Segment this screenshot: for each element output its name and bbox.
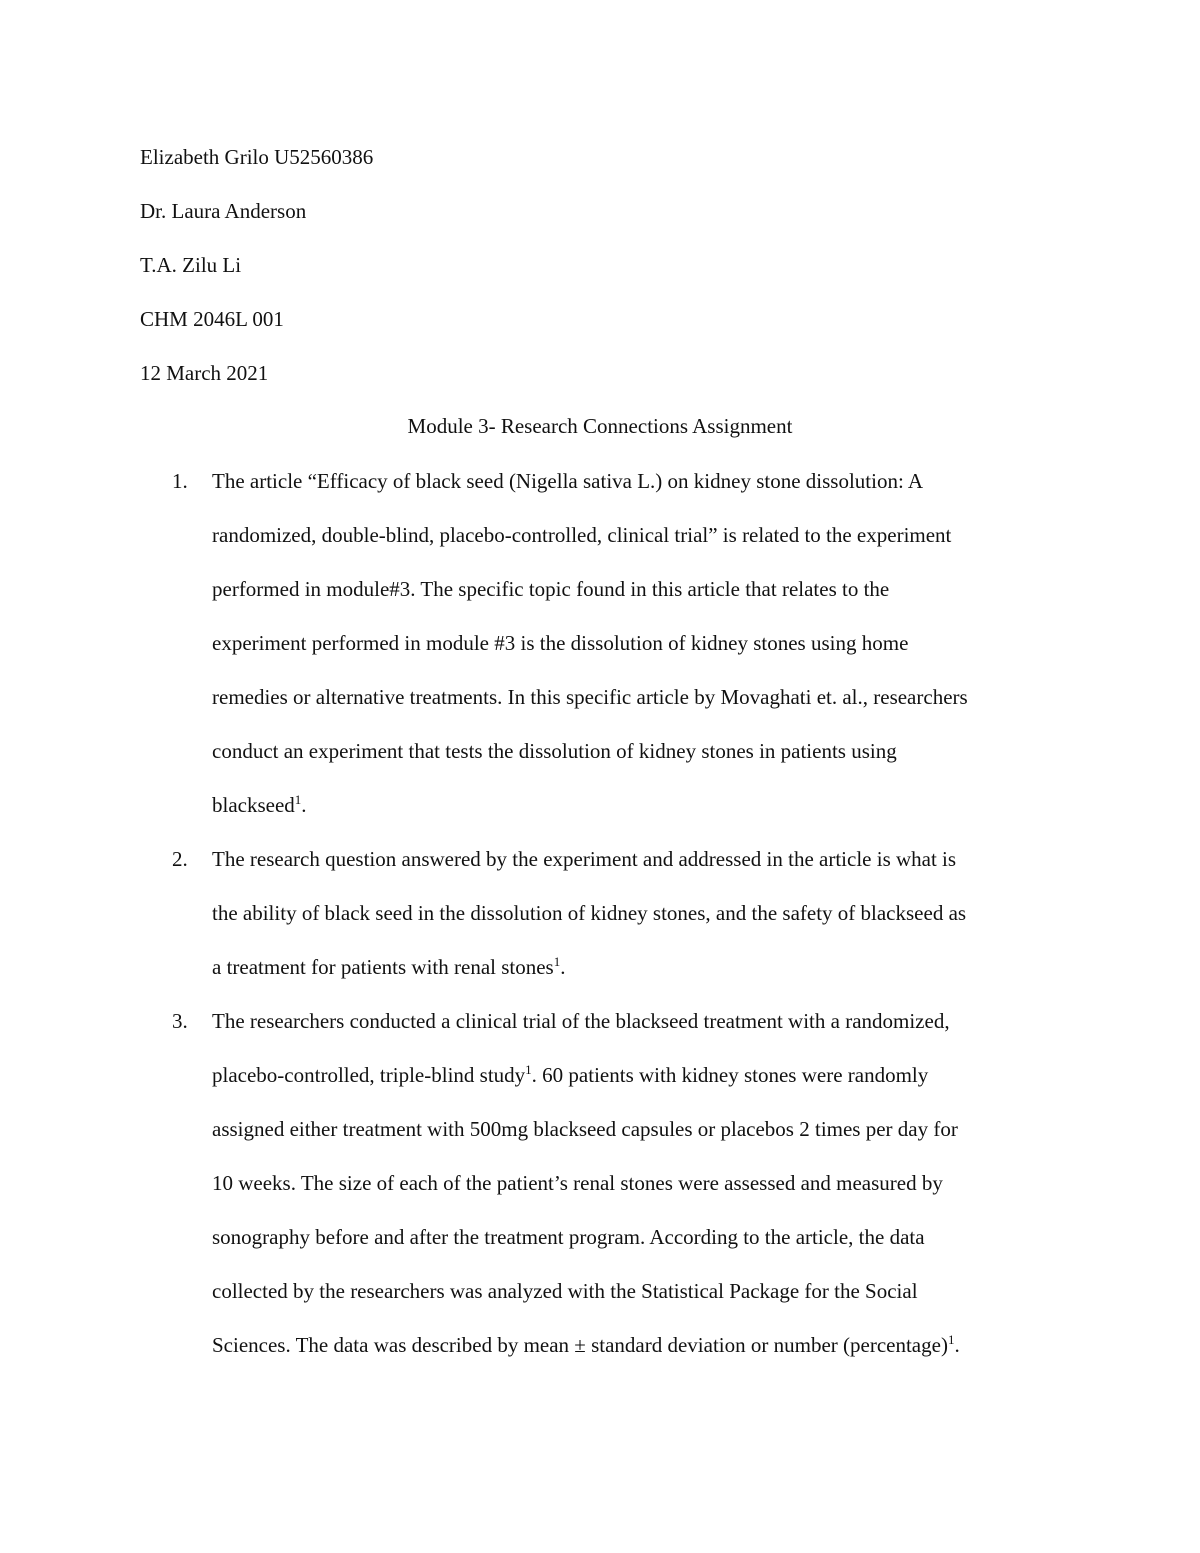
list-item-number: 1.: [172, 469, 188, 493]
line-text: blackseed: [212, 793, 295, 817]
citation-superscript: 1: [294, 792, 302, 807]
paragraph-line: remedies or alternative treatments. In this specific article by Movaghati et. al., researchers: [212, 685, 968, 709]
paragraph-line: The researchers conducted a clinical trial of the blackseed treatment with a randomized,: [212, 1009, 950, 1033]
list-item: [140, 454, 1080, 832]
paragraph-line: conduct an experiment that tests the dissolution of kidney stones in patients using: [212, 739, 897, 763]
date-line: 12 March 2021: [140, 361, 269, 385]
list-item: [140, 832, 1080, 994]
paragraph-line: [212, 940, 1080, 994]
line-tail: .: [954, 1333, 960, 1357]
paragraph-line: collected by the researchers was analyzed with the Statistical Package for the Social: [212, 1279, 918, 1303]
paragraph-line: assigned either treatment with 500mg blackseed capsules or placebos 2 times per day for: [212, 1117, 958, 1141]
line-tail: .: [560, 955, 566, 979]
paragraph-line: [212, 1318, 1080, 1372]
line-tail: . 60 patients with kidney stones were randomly: [531, 1063, 929, 1087]
paragraph-line: [212, 778, 1080, 832]
list-item-number: 2.: [172, 847, 188, 871]
numbered-list: [140, 454, 1080, 1372]
paragraph-line: [212, 1048, 1080, 1102]
line-tail: .: [301, 793, 307, 817]
paragraph-line: The article “Efficacy of black seed (Nigella sativa L.) on kidney stone dissolution: A: [212, 469, 924, 493]
citation-superscript: 1: [525, 1062, 532, 1077]
citation-superscript: 1: [553, 954, 561, 969]
ta-line: T.A. Zilu Li: [140, 253, 242, 277]
document-title: Module 3- Research Connections Assignment: [407, 414, 793, 438]
course-line: CHM 2046L 001: [140, 307, 284, 331]
line-text: Sciences. The data was described by mean ± standard deviation or number (percentage): [212, 1333, 948, 1357]
list-item: [140, 994, 1080, 1372]
professor-line: Dr. Laura Anderson: [140, 199, 307, 223]
paragraph-line: the ability of black seed in the dissolution of kidney stones, and the safety of blackseed as: [212, 901, 967, 925]
paragraph-line: randomized, double-blind, placebo-controlled, clinical trial” is related to the experiment: [212, 523, 952, 547]
author-line: Elizabeth Grilo U52560386: [140, 145, 374, 169]
paragraph-line: 10 weeks. The size of each of the patient’s renal stones were assessed and measured by: [212, 1171, 943, 1195]
list-item-number: 3.: [172, 1009, 188, 1033]
paragraph-line: experiment performed in module #3 is the dissolution of kidney stones using home: [212, 631, 909, 655]
paragraph-line: performed in module#3. The specific topic found in this article that relates to the: [212, 577, 890, 601]
paragraph-line: sonography before and after the treatment program. According to the article, the data: [212, 1225, 925, 1249]
paragraph-line: The research question answered by the experiment and addressed in the article is what is: [212, 847, 957, 871]
citation-superscript: 1: [947, 1332, 955, 1347]
line-text: placebo-controlled, triple-blind study: [212, 1063, 526, 1087]
line-text: a treatment for patients with renal stones: [212, 955, 554, 979]
